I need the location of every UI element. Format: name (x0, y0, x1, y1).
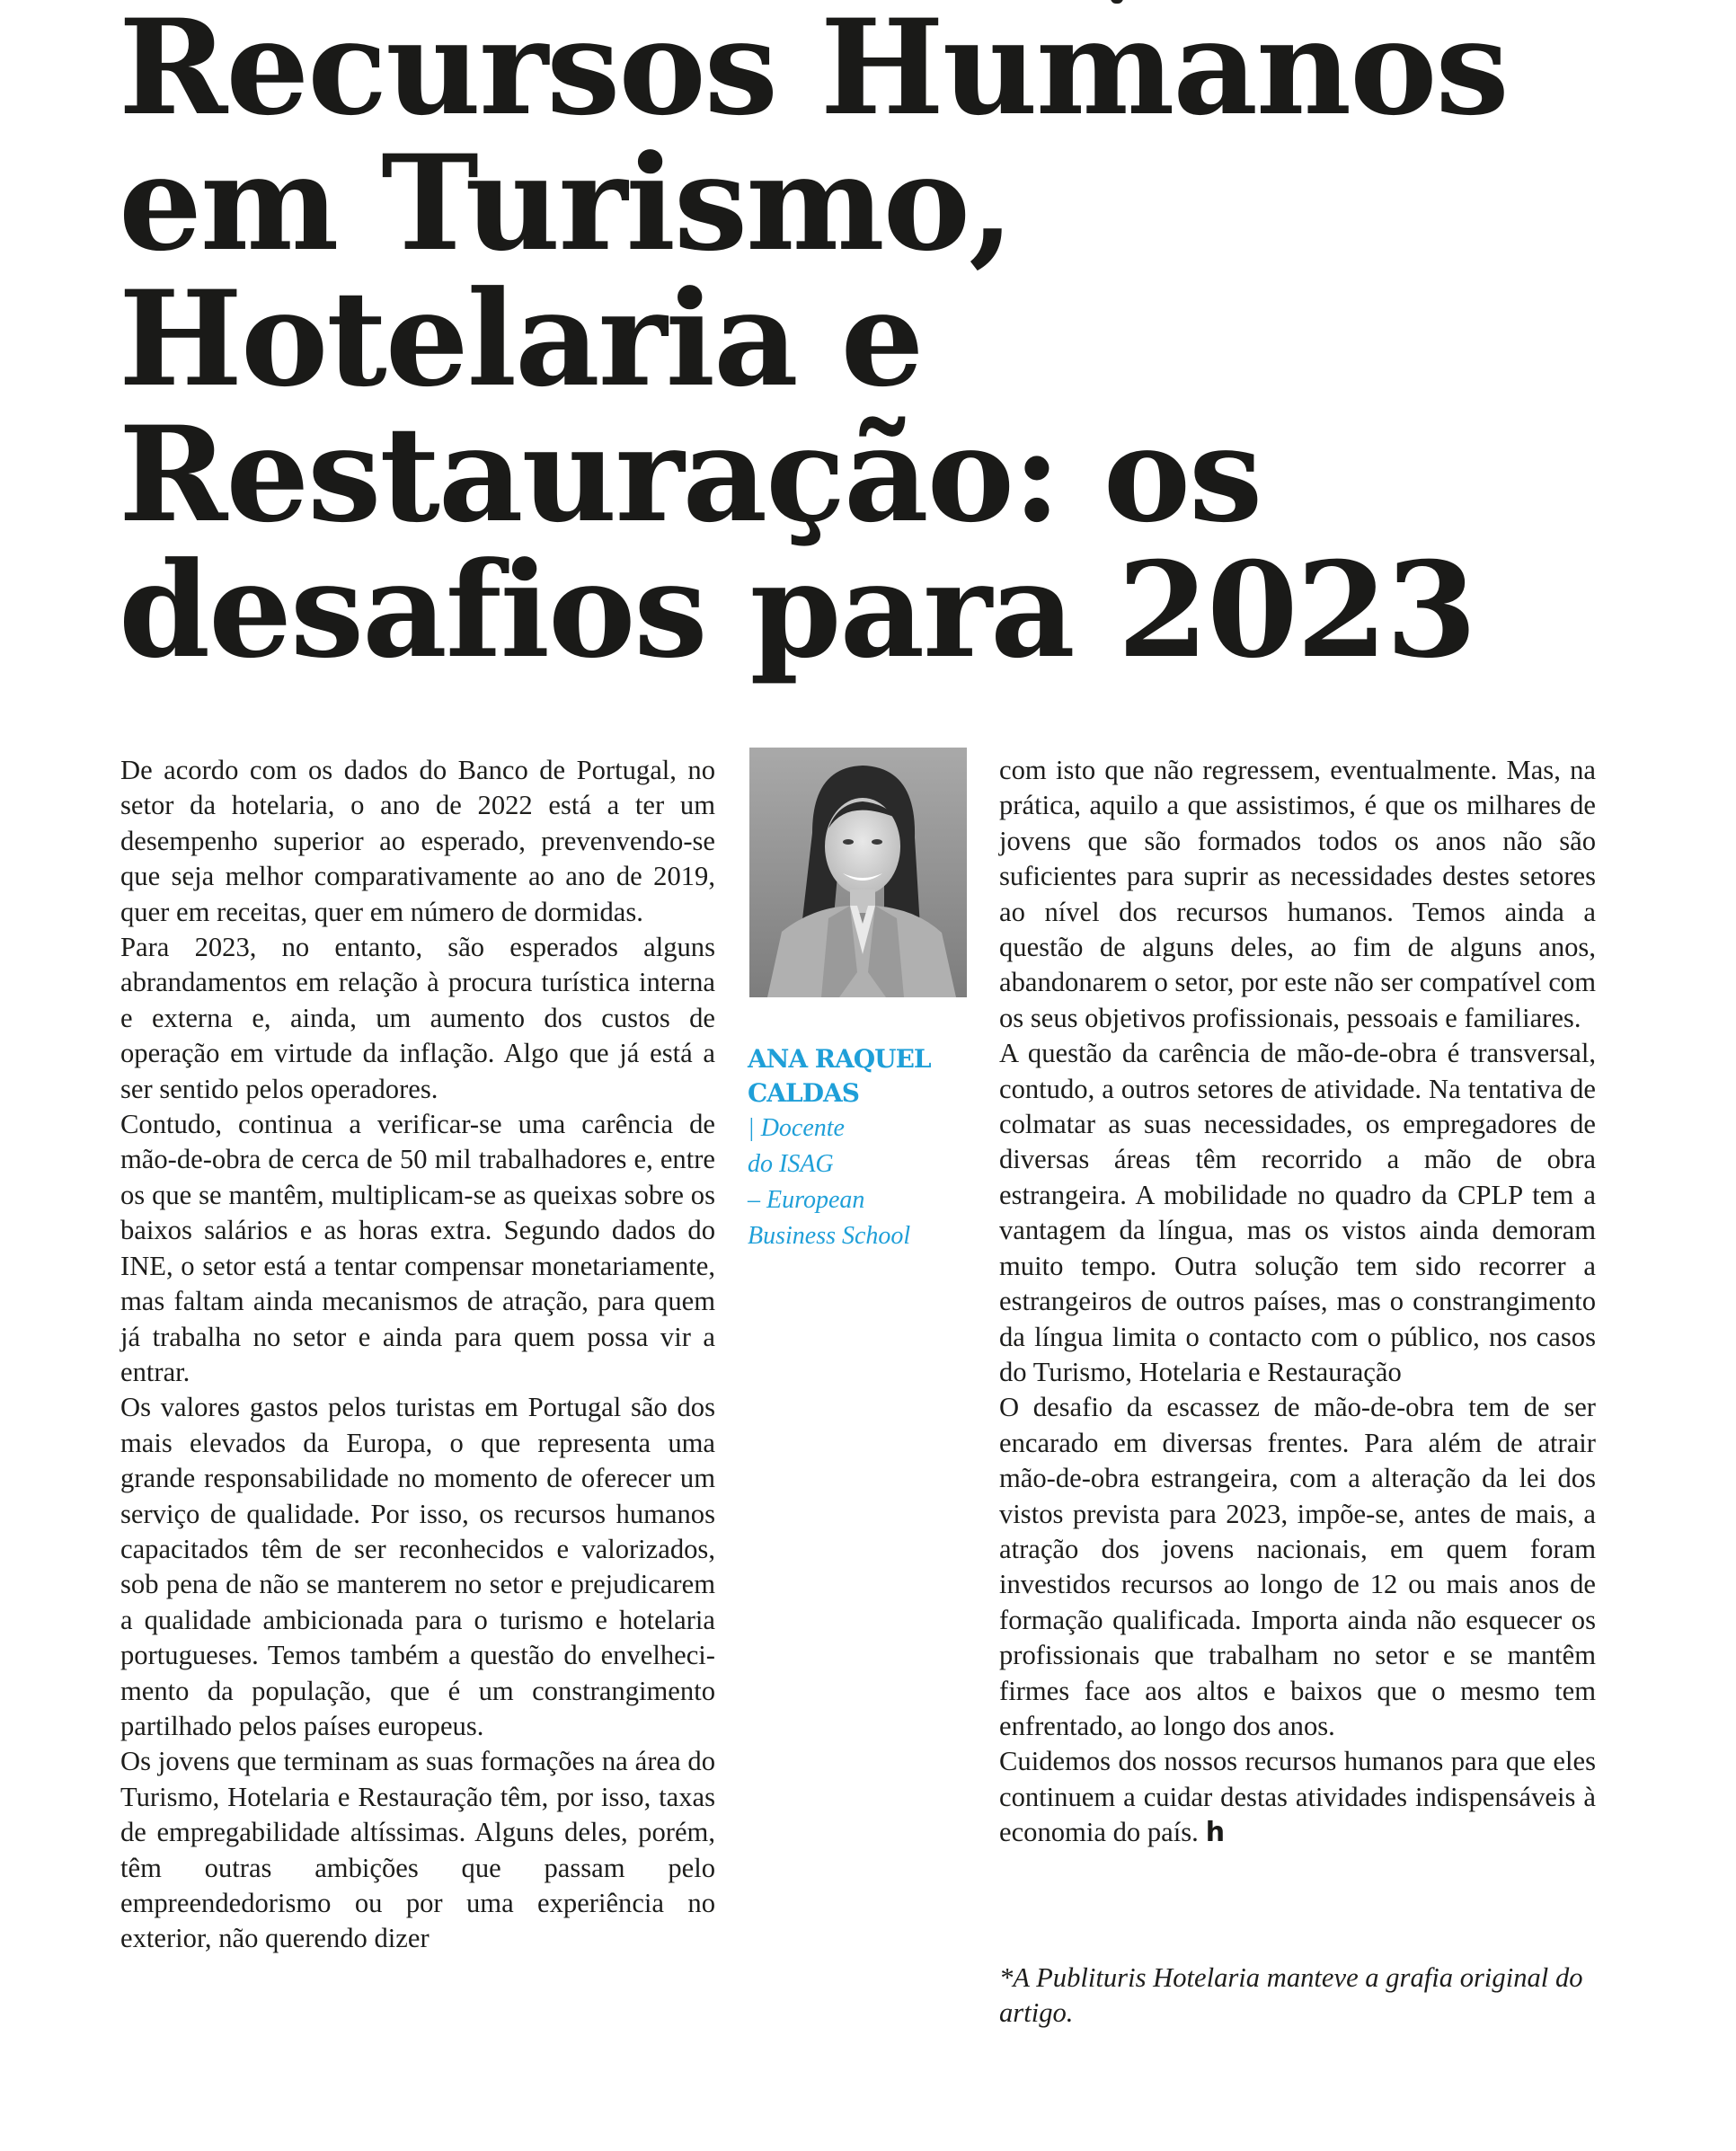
headline-line-3: Hotelaria e (119, 262, 923, 416)
closing-text: Cuidemos dos nossos recursos humanos para que eles continuem a cuidar destas atividades indispensáveis à economia do país. (999, 1746, 1596, 1848)
body-paragraph: com isto que não regressem, eventualmente. Mas, na prática, aquilo a que assistimos, é que os milhares de jovens que são formados todos os anos não são suficientes para suprir as necessidades destes setores ao nível dos recursos humanos. Temos ainda a questão de alguns deles, ao fim de alguns anos, abandonarem o setor, por este não ser compatível com os seus objetivos profissionais, pessoais e familiares. (999, 755, 1596, 1033)
body-paragraph: Para 2023, no entanto, são esperados alguns abrandamentos em relação à procura turística interna e externa e, ainda, um aumento dos custos de operação em virtude da inflação. Algo que já está a ser sentido pelos operadores. (120, 932, 715, 1104)
headline-line-5: desafios para 2023 (119, 534, 1475, 687)
author-name-line-1: ANA RAQUEL (748, 1044, 931, 1074)
body-column-left (120, 753, 715, 1957)
body-paragraph-closing (999, 1744, 1596, 1850)
body-column-right (999, 753, 1596, 1851)
body-paragraph: O desafio da escassez de mão-de-obra tem de ser encarado em diversas frentes. Para além de atrair mão-de-obra estrangeira, com a alteração da lei dos vistos prevista para 2023, impõe-se, antes de mais, a atração dos jovens nacionais, em quem foram investidos recursos ao longo de 12 ou mais anos de formação qualificada. Importa ainda não esquecer os profissionais que trabalham no setor e se mantêm firmes face aos altos e baixos que o mesmo tem enfrentado, ao longo dos anos. (999, 1392, 1596, 1741)
author-role-line-2: do ISAG (748, 1150, 834, 1178)
headline-line-4: Restauração: os (119, 398, 1262, 552)
author-name-line-2: CALDAS (748, 1078, 859, 1108)
body-paragraph: De acordo com os dados do Banco de Portugal, no setor da hotelaria, o ano de 2022 está a ter um desempenho superior ao esperado, prevenvendo-se que seja melhor comparativamente ao ano de 2019, quer em receitas, quer em número de dormidas. (120, 755, 715, 927)
end-of-article-mark: h (1205, 1817, 1226, 1849)
author-byline (748, 1042, 981, 1254)
author-role-line-4: Business School (748, 1222, 911, 1250)
author-photo (749, 748, 967, 997)
headline-line-2: em Turismo, (119, 127, 1013, 280)
editorial-note-text: *A Publituris Hotelaria manteve a grafia original do artigo. (999, 1962, 1583, 2029)
headline-line-1: Recursos Humanos (119, 0, 1508, 145)
body-paragraph: Os jovens que terminam as suas formações na área do Turismo, Hotelaria e Restauração têm, por isso, taxas de empregabilidade altíssimas. Alguns deles, porém, têm outras ambições que passam pelo empreendedorismo ou por uma experiência no exterior, não querendo dizer (120, 1746, 715, 1954)
editorial-note (999, 1961, 1592, 2032)
author-role-line-1: | Docente (748, 1114, 845, 1142)
author-portrait-image (749, 748, 967, 997)
body-paragraph: A questão da carência de mão-de-obra é transversal, contudo, a outros setores de atividade. Na tentativa de colmatar as suas necessidades, os empregadores de diversas áreas têm recorrido a mão de obra estrangeira. A mobilidade no quadro da CPLP tem a vantagem da língua, mas os vistos ainda demoram muito tempo. Outra solução tem sido recorrer a estrangeiros de outros países, mas o constrangimento da língua limita o contacto com o público, nos casos do Turismo, Hotelaria e Restauração (999, 1038, 1596, 1387)
author-role-line-3: – European (748, 1186, 865, 1214)
body-paragraph: Contudo, continua a verificar-se uma carência de mão-de-obra de cerca de 50 mil trabalhadores e, entre os que se mantêm, multiplicam-se as queixas sobre os baixos salários e as horas extra. Segundo dados do INE, o setor está a tentar compensar monetariamente, mas faltam ainda mecanismos de atração, para quem já trabalha no setor e ainda para quem possa vir a entrar. (120, 1109, 715, 1387)
article-headline (119, 0, 1664, 687)
body-paragraph: Os valores gastos pelos turistas em Portugal são dos mais elevados da Europa, o que representa uma grande responsabilidade no momento de oferecer um serviço de qualidade. Por isso, os recursos humanos capacitados têm de ser reconhecidos e valorizados, sob pena de não se manterem no setor e prejudicarem a qualidade ambicionada para o turismo e hotelaria portugueses. Temos também a questão do envelhecimento da população, que é um constrangimento partilhado pelos países europeus. (120, 1392, 715, 1741)
